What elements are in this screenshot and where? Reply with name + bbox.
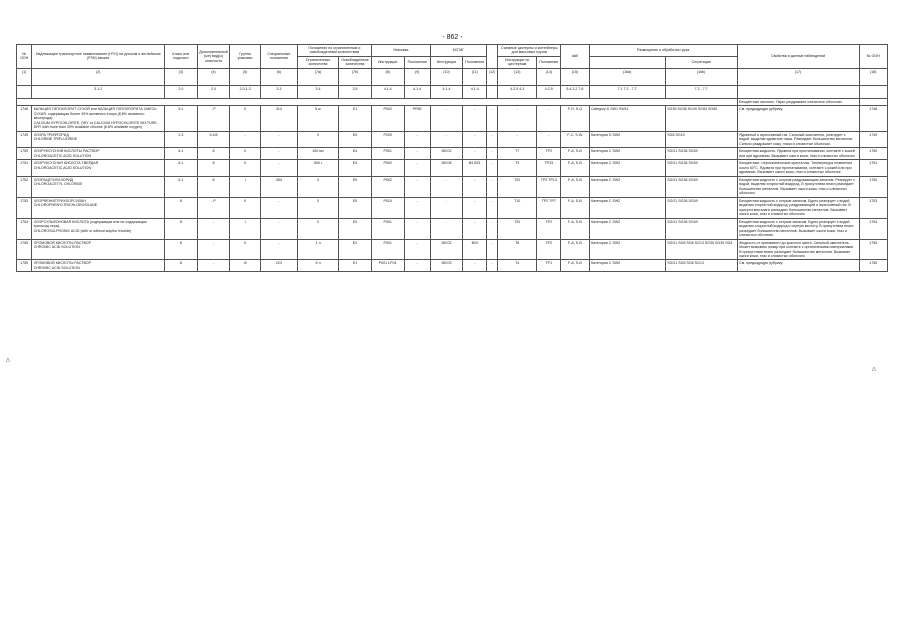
packing-group: II — [230, 160, 260, 176]
ibc-instruction: IBC03 — [430, 260, 463, 272]
column-number-16: (16a) — [589, 68, 665, 85]
col12: - — [487, 176, 498, 197]
column-number-12: (12) — [487, 68, 498, 85]
column-number-18: (17) — [737, 68, 859, 85]
tank-provision: TP2 TP7 — [537, 197, 561, 218]
un-number-right: 1752 — [859, 176, 887, 197]
segregation: SGG1 SG36 SG49 — [665, 160, 737, 176]
packing-provision: - — [404, 239, 430, 260]
shipping-name — [32, 176, 165, 197]
subsidiary-risk: - P — [197, 106, 230, 131]
properties: Бесцветная жидкость с острым раздражающим запахом. Реагирует с водой, выделяя хлористый водород. В присутствии влаги разъедает большинство металлов. Вызывает ожоги кожи, глаз и слизистых оболочек. — [737, 176, 859, 197]
stowage: Категория D SW2 — [589, 131, 665, 147]
packing-provision: - — [404, 260, 430, 272]
header-ibc: КСГМГ — [430, 45, 487, 57]
column-number-3: (4) — [197, 68, 230, 85]
header-excepted: Освобожденные количества — [339, 56, 372, 68]
un-number-right: 1751 — [859, 160, 887, 176]
packing-group: II — [230, 197, 260, 218]
tank-instruction: T10 — [498, 197, 537, 218]
segregation: SG35 SG38 SG49 SG53 SG60 — [665, 106, 737, 131]
un-number: 1755 — [17, 260, 32, 272]
un-number: 1748 — [17, 106, 32, 131]
shipping-name — [32, 148, 165, 160]
packing-provision: - — [404, 131, 430, 147]
column-number-7: (7b) — [339, 68, 372, 85]
reference-code-10: 4.1.4 — [430, 85, 463, 98]
shipping-name-en: CHLOROACETIC ACID SOLUTION — [33, 153, 92, 158]
column-number-1: (2) — [32, 68, 165, 85]
special-provisions: - — [260, 197, 297, 218]
table-row — [17, 260, 888, 272]
shipping-name-ru: ХЛОРУКСУСНОЙ КИСЛОТЫ РАСТВОР — [33, 149, 100, 154]
header-un-right: № ООН — [859, 45, 887, 69]
column-number-9: (9) — [404, 68, 430, 85]
ibc-instruction: - — [430, 176, 463, 197]
ibc-instruction: - — [430, 197, 463, 218]
table-row — [17, 148, 888, 160]
ibc-provision: - — [463, 148, 487, 160]
header-stowage-blank — [589, 56, 665, 68]
header-packing-group: Группа упаковки — [230, 45, 260, 69]
segregation: SGG1 SG6 SG8 SG13 — [665, 260, 737, 272]
shipping-name-en: CHLORINE TRIFLUORIDE — [33, 137, 78, 142]
tank-provision: TP1 — [537, 260, 561, 272]
reference-code-1: 3.1.2 — [32, 85, 165, 98]
ibc-instruction: IBC08 — [430, 160, 463, 176]
header-limited: Ограниченные количества — [297, 56, 338, 68]
tank-provision: TP2 — [537, 148, 561, 160]
continued-properties: Бесцветные кислоты. Пары раздражают слизистые оболочки. — [737, 98, 859, 105]
header-packing: Упаковка — [371, 45, 430, 57]
subsidiary-risk: - P — [197, 197, 230, 218]
column-number-6: (7a) — [297, 68, 338, 85]
un-number: 1749 — [17, 131, 32, 147]
excepted-quantity: E1 — [339, 260, 372, 272]
ibc-provision: - — [463, 131, 487, 147]
un-number: 1752 — [17, 176, 32, 197]
header-quantities: Положения по ограниченным и освобожденным количествам — [297, 45, 371, 57]
reference-code-11: 4.1.4 — [463, 85, 487, 98]
ems: F-A, S-B — [561, 160, 589, 176]
page-number: - 862 - — [442, 34, 463, 41]
col12: - — [487, 148, 498, 160]
packing-provision: - — [404, 148, 430, 160]
shipping-name-ru: ХЛОРАЦЕТИЛХЛОРИД — [33, 177, 73, 182]
continuation-row — [17, 98, 888, 105]
reference-code-16: 7.1 7.2 - 7.7 — [589, 85, 665, 98]
header-tanks: Съемные цистерны и контейнеры для массовых грузов — [498, 45, 561, 57]
class: 8 — [165, 218, 198, 239]
shipping-name — [32, 239, 165, 260]
segregation: SGG1 SG36 SG49 — [665, 218, 737, 239]
ems: F-A, S-B — [561, 148, 589, 160]
stowage: Категория C SW2 — [589, 239, 665, 260]
un-number-right: 1748 — [859, 106, 887, 131]
header-ibc-instr: Инструкции — [430, 56, 463, 68]
col12: - — [487, 160, 498, 176]
un-number-right: 1750 — [859, 148, 887, 160]
limited-quantity: 100 мл — [297, 148, 338, 160]
un-number: 1751 — [17, 160, 32, 176]
col12: - — [487, 197, 498, 218]
shipping-name — [32, 260, 165, 272]
tank-provision: TP2 — [537, 239, 561, 260]
subsidiary-risk: - — [197, 218, 230, 239]
packing-instruction: P002 — [371, 106, 404, 131]
revision-mark-right: △ — [872, 366, 876, 372]
ibc-provision: - — [463, 106, 487, 131]
segregation: SGG1 SG6 SG8 SG13 SG35 SG39 SG4 — [665, 239, 737, 260]
excepted-quantity: E4 — [339, 148, 372, 160]
column-number-10: (10) — [430, 68, 463, 85]
header-row-1 — [17, 45, 888, 57]
class: 5.1 — [165, 106, 198, 131]
ems: F-C, S-W — [561, 131, 589, 147]
properties: Ядовитый и агрессивный газ. Сильный окислитель, реагирует с водой, выделяя ядовитые пары. Разъедает большинство металлов. Сильно раздражает кожу, глаза и слизистые оболочки. — [737, 131, 859, 147]
header-stowage: Размещение и обработка груза — [589, 45, 737, 57]
shipping-name — [32, 106, 165, 131]
column-number-19: (18) — [859, 68, 887, 85]
header-subsidiary: Дополнительный (ые) вид(ы) опасности — [197, 45, 230, 69]
special-provisions: - — [260, 239, 297, 260]
reference-code-2: 2.0 — [165, 85, 198, 98]
ibc-provision: B4 B21 — [463, 160, 487, 176]
packing-group: I — [230, 176, 260, 197]
reference-code-18 — [737, 85, 859, 98]
header-properties: Свойства и данные наблюдений — [737, 45, 859, 69]
ibc-instruction: - — [430, 218, 463, 239]
shipping-name-ru: ХЛОРФЕНИЛТРИХЛОРСИЛАН — [33, 198, 86, 203]
un-number-right: 1755 — [859, 239, 887, 260]
stowage: Категория C SW2 — [589, 260, 665, 272]
class: 6.1 — [165, 176, 198, 197]
header-un: № ООН — [17, 45, 32, 69]
ibc-instruction: - — [430, 106, 463, 131]
class: 8 — [165, 197, 198, 218]
column-number-0: (1) — [17, 68, 32, 85]
shipping-name — [32, 160, 165, 176]
excepted-quantity: E0 — [339, 218, 372, 239]
stowage: Категория C SW2 — [589, 218, 665, 239]
column-number-14: (14) — [537, 68, 561, 85]
tank-instruction: T8 — [498, 239, 537, 260]
column-number-15: (15) — [561, 68, 589, 85]
reference-code-15: 5.4.3.2 7.8 — [561, 85, 589, 98]
limited-quantity: 500 г — [297, 160, 338, 176]
header-ibc-prov: Положения — [463, 56, 487, 68]
packing-provision: - — [404, 176, 430, 197]
tank-provision: TP2 — [537, 218, 561, 239]
packing-group: II — [230, 148, 260, 160]
header-col12 — [487, 45, 498, 69]
class: 6.1 — [165, 148, 198, 160]
table-row — [17, 176, 888, 197]
special-provisions: 223 — [260, 260, 297, 272]
ibc-provision: - — [463, 260, 487, 272]
special-provisions: - — [260, 148, 297, 160]
un-number-right: 1753 — [859, 197, 887, 218]
column-number-row — [17, 68, 888, 85]
segregation: SGG1 SG36 SG49 — [665, 176, 737, 197]
reference-code-4: 2.0.1.3 — [230, 85, 260, 98]
shipping-name-en: CHLOROSULPHONIC ACID (with or without sulphur trioxide) — [33, 228, 132, 233]
ibc-instruction: IBC02 — [430, 239, 463, 260]
tank-instruction: - — [498, 106, 537, 131]
shipping-name-ru: КАЛЬЦИЯ ГИПОХЛОРИТ СУХОЙ или КАЛЬЦИЯ ГИПОХЛОРИТА СМЕСЬ СУХАЯ, содержащая более 39% активного хлора (8,8% активного кислорода) — [33, 107, 157, 121]
subsidiary-risk: 8 — [197, 176, 230, 197]
ems: F-H, S-Q — [561, 106, 589, 131]
properties: Бесцветная жидкость. Ядовита при проглатывании, контакте с кожей или при вдыхании. Вызывает ожоги кожи, глаз и слизистых оболочек. — [737, 148, 859, 160]
ibc-provision: - — [463, 176, 487, 197]
special-provisions: 354 — [260, 176, 297, 197]
excepted-quantity: E0 — [339, 176, 372, 197]
shipping-name — [32, 131, 165, 147]
revision-mark-left: △ — [6, 357, 10, 363]
properties: Бесцветные, гигроскопические кристаллы. Температура плавления около 60°C. Ядовита при проглатывании, контакте с кожей или при вдыхании. Вызывает ожоги кожи, глаз и слизистых оболочек. — [737, 160, 859, 176]
excepted-quantity: E0 — [339, 131, 372, 147]
col12: - — [487, 131, 498, 147]
class: 8 — [165, 239, 198, 260]
special-provisions: - — [260, 160, 297, 176]
shipping-name — [32, 197, 165, 218]
special-provisions: - — [260, 131, 297, 147]
packing-instruction: P001 — [371, 239, 404, 260]
shipping-name-en: CHLOROACETIC ACID SOLUTION — [33, 165, 92, 170]
limited-quantity: 0 — [297, 176, 338, 197]
un-number: 1753 — [17, 197, 32, 218]
excepted-quantity: E4 — [339, 160, 372, 176]
tank-instruction: - — [498, 131, 537, 147]
shipping-name-ru: ХЛОРА ТРИФТОРИД — [33, 132, 69, 137]
shipping-name — [32, 218, 165, 239]
ibc-provision: - — [463, 218, 487, 239]
special-provisions: - — [260, 218, 297, 239]
shipping-name-en: CHROMIC ACID SOLUTION — [33, 245, 80, 250]
packing-instruction: P001 LP01 — [371, 260, 404, 272]
header-segregation: Сегрегация — [665, 56, 737, 68]
excepted-quantity: E0 — [339, 197, 372, 218]
packing-instruction: P002 — [371, 160, 404, 176]
limited-quantity: 0 — [297, 131, 338, 147]
un-number-right: 1754 — [859, 218, 887, 239]
table-row — [17, 239, 888, 260]
tank-provision: - — [537, 131, 561, 147]
tank-instruction: T3 — [498, 160, 537, 176]
subsidiary-risk: 8 — [197, 148, 230, 160]
column-number-13: (13) — [498, 68, 537, 85]
stowage: Категория C SW2 — [589, 176, 665, 197]
table-row — [17, 218, 888, 239]
ems: F-A, S-B — [561, 260, 589, 272]
subsidiary-risk: 5.1/8 — [197, 131, 230, 147]
header-packing-prov: Положения — [404, 56, 430, 68]
packing-provision: - — [404, 197, 430, 218]
subsidiary-risk: 8 — [197, 160, 230, 176]
packing-group: II — [230, 106, 260, 131]
shipping-name-en: CHROMIC ACID SOLUTION — [33, 265, 80, 270]
header-ems: АвК — [561, 45, 589, 69]
table-row — [17, 160, 888, 176]
tank-instruction: T4 — [498, 260, 537, 272]
properties: См. предыдущую рубрику. — [737, 106, 859, 131]
properties: Бесцветная жидкость с острым запахом. Бурно реагирует с водой, выделяя хлористый водород и серную кислоту. В присутствии влаги разъедает большинство металлов. Вызывает ожоги кожи, глаз и слизистых оболочек. — [737, 218, 859, 239]
properties: Жидкость от оранжевого до красного цвета. Сильный окислитель. Может вызывать пожар при контакте с органическими материалами. В присутствии влаги разъедает большинство металлов. Вызывает ожоги кожи, глаз и слизистых оболочек. — [737, 239, 859, 260]
un-number-right: 1755 — [859, 260, 887, 272]
packing-instruction: P001 — [371, 218, 404, 239]
reference-code-6: 3.4 — [297, 85, 338, 98]
packing-instruction: P010 — [371, 197, 404, 218]
limited-quantity: 1 л — [297, 239, 338, 260]
table-row — [17, 106, 888, 131]
limited-quantity: 5 кг — [297, 106, 338, 131]
stowage: Категория C SW2 — [589, 197, 665, 218]
ibc-instruction: IBC02 — [430, 148, 463, 160]
table-row — [17, 131, 888, 147]
packing-instruction: P001 — [371, 148, 404, 160]
shipping-name-ru: ХЛОРСУЛЬФОНОВАЯ КИСЛОТА (содержащая или не содержащая триоксид серы) — [33, 219, 147, 229]
packing-group: III — [230, 260, 260, 272]
packing-provision: PP85 — [404, 106, 430, 131]
stowage: Категория C SW2 — [589, 160, 665, 176]
column-number-8: (8) — [371, 68, 404, 85]
header-special-provisions: Специальные положения — [260, 45, 297, 69]
shipping-name-ru: ХЛОРУКСУСНАЯ КИСЛОТА ТВЕРДАЯ — [33, 161, 99, 166]
ems: F-A, S-B — [561, 218, 589, 239]
header-name: Надлежащее транспортное наименование (НТН) на русском и английском (PSN) языках — [32, 45, 165, 69]
subsidiary-risk: - — [197, 239, 230, 260]
reference-code-row — [17, 85, 888, 98]
excepted-quantity: E1 — [339, 106, 372, 131]
reference-code-9: 4.1.4 — [404, 85, 430, 98]
reference-code-17: 7.2 - 7.7 — [665, 85, 737, 98]
tank-instruction: T20 — [498, 176, 537, 197]
col12: - — [487, 218, 498, 239]
col12: - — [487, 106, 498, 131]
subsidiary-risk: - — [197, 260, 230, 272]
limited-quantity: 0 — [297, 197, 338, 218]
ems: F-A, S-B — [561, 239, 589, 260]
ibc-instruction: - — [430, 131, 463, 147]
column-number-2: (3) — [165, 68, 198, 85]
shipping-name-ru: ХРОМОВОЙ КИСЛОТЫ РАСТВОР — [33, 240, 91, 245]
reference-code-12 — [487, 85, 498, 98]
segregation: SGG1 SG36 SG49 — [665, 148, 737, 160]
un-number: 1754 — [17, 218, 32, 239]
packing-instruction: P602 — [371, 176, 404, 197]
ems: F-A, S-B — [561, 176, 589, 197]
shipping-name-ru: ХРОМОВОЙ КИСЛОТЫ РАСТВОР — [33, 261, 91, 266]
packing-group: - — [230, 131, 260, 147]
class: 6.1 — [165, 160, 198, 176]
excepted-quantity: E2 — [339, 239, 372, 260]
ems: F-A, S-B — [561, 197, 589, 218]
stowage: Category D SW1 SW11 — [589, 106, 665, 131]
column-number-11: (11) — [463, 68, 487, 85]
tank-provision: TP33 — [537, 160, 561, 176]
shipping-name-en: CHLOROACETYL CHLORIDE — [33, 182, 83, 187]
packing-provision: - — [404, 218, 430, 239]
reference-code-19 — [859, 85, 887, 98]
tank-provision: - — [537, 106, 561, 131]
table-row — [17, 197, 888, 218]
header-packing-instr: Инструкции — [371, 56, 404, 68]
tank-provision: TP2 TP13 — [537, 176, 561, 197]
packing-provision: - — [404, 160, 430, 176]
un-number-right: 1749 — [859, 131, 887, 147]
shipping-name-en: CALCIUM HYPOCHLORITE, DRY or CALCIUM HYPOCHLORITE MIXTURE, DRY with more than 39% available chlorine (8.8% available oxygen) — [33, 120, 158, 130]
reference-code-13: 4.2.5 4.3 — [498, 85, 537, 98]
reference-code-5: 3.3 — [260, 85, 297, 98]
column-number-5: (6) — [260, 68, 297, 85]
dangerous-goods-table — [16, 44, 888, 272]
segregation: SGG1 SG36 SG49 — [665, 197, 737, 218]
properties: См. предыдущую рубрику. — [737, 260, 859, 272]
ibc-provision: - — [463, 197, 487, 218]
packing-instruction: P200 — [371, 131, 404, 147]
limited-quantity: 0 — [297, 218, 338, 239]
column-number-17: (16b) — [665, 68, 737, 85]
header-class: Класс или подкласс — [165, 45, 198, 69]
tank-instruction: T7 — [498, 148, 537, 160]
column-number-4: (5) — [230, 68, 260, 85]
packing-group: I — [230, 218, 260, 239]
stowage: Категория C SW2 — [589, 148, 665, 160]
header-tank-prov: Положения — [537, 56, 561, 68]
un-number: 1755 — [17, 239, 32, 260]
reference-code-14: 4.2.5 — [537, 85, 561, 98]
reference-code-3: 2.0 — [197, 85, 230, 98]
col12: - — [487, 239, 498, 260]
header-tank-instr: Инструкции по цистернам — [498, 56, 537, 68]
segregation: SG6 SG19 — [665, 131, 737, 147]
tank-instruction: T20 — [498, 218, 537, 239]
limited-quantity: 5 л — [297, 260, 338, 272]
special-provisions: 314 — [260, 106, 297, 131]
reference-code-7: 3.5 — [339, 85, 372, 98]
col12: - — [487, 260, 498, 272]
class: 2.3 — [165, 131, 198, 147]
shipping-name-en: CHLOROPHENYLTRICHLOROSILANE — [33, 203, 98, 208]
reference-code-8: 4.1.4 — [371, 85, 404, 98]
un-number: 1750 — [17, 148, 32, 160]
class: 8 — [165, 260, 198, 272]
ibc-provision: B20 — [463, 239, 487, 260]
reference-code-0 — [17, 85, 32, 98]
properties: Бесцветная жидкость с острым запахом. Бурно реагирует с водой, выделяя хлористый водород, раздражающий и агрессивный газ. В присутствии влаги разъедает большинство металлов. Вызывает ожоги кожи, глаз и слизистых оболочек. — [737, 197, 859, 218]
packing-group: II — [230, 239, 260, 260]
